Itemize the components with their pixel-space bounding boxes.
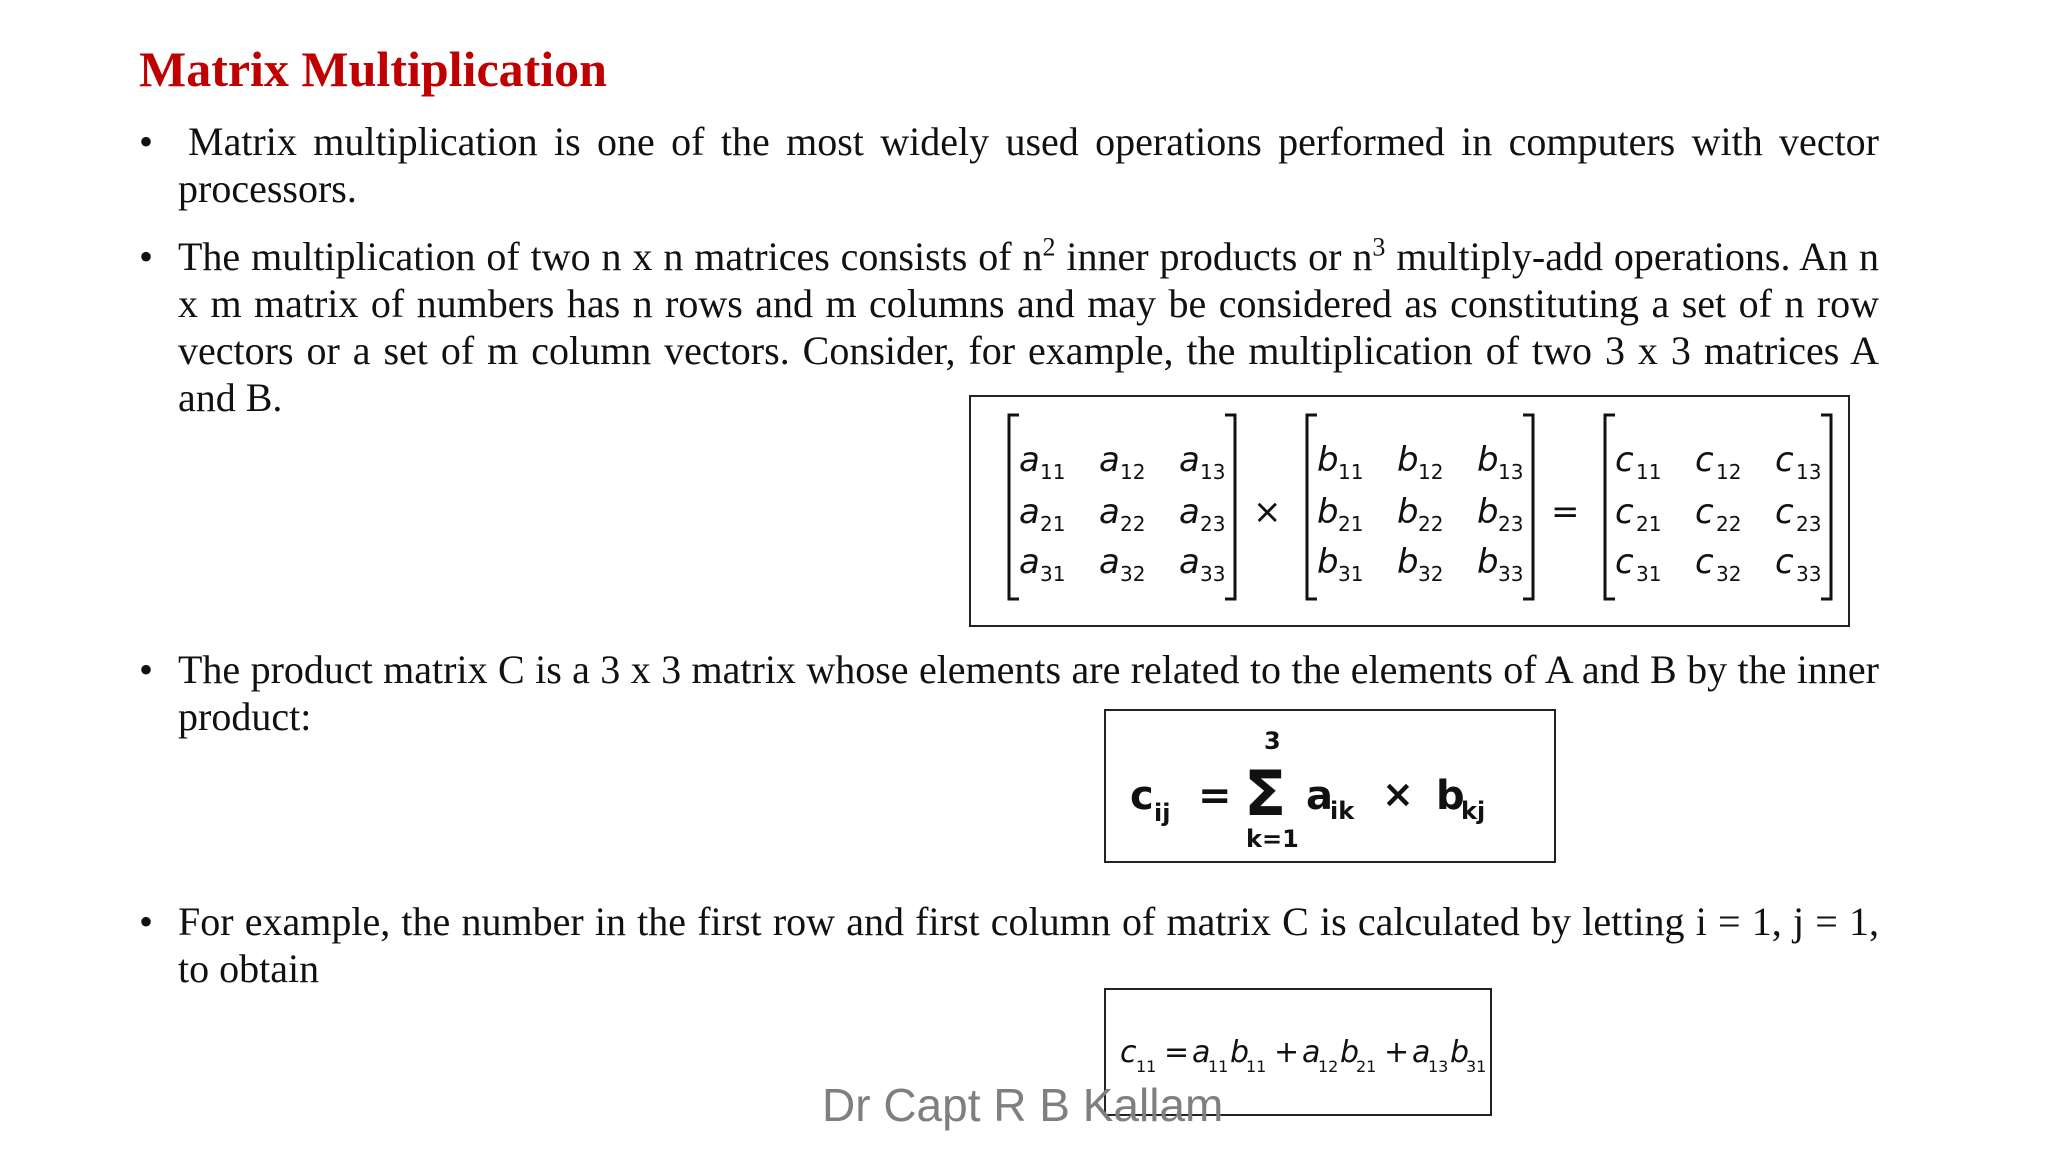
matrix-c-element-subscript: 11: [1636, 460, 1662, 484]
bullet-marker: •: [139, 899, 154, 944]
example-term-a: a: [1302, 1035, 1321, 1070]
matrix-b-element: b: [1317, 492, 1339, 532]
matrix-a-element-subscript: 13: [1200, 460, 1226, 484]
formula-term-b-subscript: kj: [1461, 797, 1486, 825]
matrix-equation-svg: [971, 397, 1848, 625]
bullet-marker: •: [139, 647, 154, 692]
matrix-a-element: a: [1019, 542, 1040, 582]
bullet-1: [139, 118, 1879, 212]
matrix-a-element: a: [1019, 492, 1040, 532]
bullet-4: [139, 898, 1879, 992]
example-term-b-subscript: 11: [1246, 1057, 1267, 1076]
example-lhs-subscript: 11: [1136, 1057, 1157, 1076]
bullet-marker: •: [139, 119, 154, 164]
matrix-c-element: c: [1775, 492, 1794, 532]
example-term-a-subscript: 13: [1428, 1057, 1449, 1076]
example-term-b: b: [1230, 1035, 1250, 1070]
matrix-b-element: b: [1477, 542, 1499, 582]
matrix-a-element: a: [1179, 542, 1200, 582]
matrix-b-right-bracket: [1523, 415, 1533, 599]
matrix-c-element-subscript: 12: [1716, 460, 1742, 484]
matrix-b-element-subscript: 22: [1418, 512, 1444, 536]
matrix-b-element: b: [1397, 492, 1419, 532]
matrix-b-element: b: [1477, 492, 1499, 532]
formula-times: ×: [1382, 772, 1414, 816]
matrix-b-element-subscript: 33: [1498, 562, 1524, 586]
bullet-text: The multiplication of two n x n matrices consists of $n^2$ inner products or $n^3$ multiply-add operations. An n x m matrix of numbers has n rows and m columns and may be considered as constituting a set of n row vectors or a set of m column vectors. Consider, for example, the multiplication of two 3 x 3 matrices A and B.: [178, 232, 1879, 420]
formula-equals: =: [1198, 773, 1232, 819]
sum-lower-limit: k=1: [1246, 825, 1299, 853]
author-watermark: Dr Capt R B Kallam: [822, 1079, 1224, 1131]
matrix-b-element: b: [1477, 440, 1499, 480]
matrix-c-element-subscript: 32: [1716, 562, 1742, 586]
matrix-a-element: a: [1019, 440, 1040, 480]
example-term-a: a: [1412, 1035, 1431, 1070]
matrix-c-element-subscript: 31: [1636, 562, 1662, 586]
matrix-b-element-subscript: 32: [1418, 562, 1444, 586]
matrix-a-element: a: [1099, 440, 1120, 480]
matrix-b-element-subscript: 13: [1498, 460, 1524, 484]
sum-upper-limit: 3: [1264, 727, 1281, 755]
example-plus: +: [1384, 1035, 1410, 1070]
bullet-3: [139, 646, 1879, 740]
bullet-text: For example, the number in the first row and first column of matrix C is calculated by letting i = 1, j = 1, to obtain: [178, 899, 1879, 991]
bullet-text: Matrix multiplication is one of the most widely used operations performed in computers with vector processors.: [178, 119, 1879, 211]
matrix-a-element-subscript: 33: [1200, 562, 1226, 586]
example-lhs: c: [1120, 1035, 1137, 1070]
matrix-a-element-subscript: 31: [1040, 562, 1066, 586]
matrix-b-element-subscript: 12: [1418, 460, 1444, 484]
formula-term-b: b: [1436, 773, 1465, 819]
formula-lhs: c: [1130, 773, 1154, 819]
example-term-a-subscript: 11: [1208, 1057, 1229, 1076]
matrix-equals-sign: =: [1551, 492, 1580, 532]
matrix-a-element-subscript: 12: [1120, 460, 1146, 484]
matrix-a-left-bracket: [1009, 415, 1019, 599]
formula-term-a: a: [1306, 773, 1333, 819]
matrix-b-element: b: [1397, 542, 1419, 582]
sigma-symbol: Σ: [1244, 757, 1287, 830]
matrix-times-sign: ×: [1253, 492, 1282, 532]
example-equals: =: [1164, 1035, 1190, 1070]
bullet-marker: •: [139, 234, 154, 279]
formula-term-a-subscript: ik: [1330, 797, 1355, 825]
matrix-c-element-subscript: 21: [1636, 512, 1662, 536]
bullet-text: The product matrix C is a 3 x 3 matrix whose elements are related to the elements of A and B by the inner product:: [178, 647, 1879, 739]
slide-title: Matrix Multiplication: [139, 41, 607, 97]
example-term-b: b: [1450, 1035, 1470, 1070]
example-term-b-subscript: 31: [1466, 1057, 1487, 1076]
example-term-a: a: [1192, 1035, 1211, 1070]
inner-product-svg: [1106, 711, 1554, 861]
matrix-c-element-subscript: 23: [1796, 512, 1822, 536]
matrix-b-element-subscript: 23: [1498, 512, 1524, 536]
inner-product-formula: [1104, 709, 1556, 863]
example-term-b-subscript: 21: [1356, 1057, 1377, 1076]
matrix-a-element: a: [1179, 492, 1200, 532]
matrix-b-element-subscript: 11: [1338, 460, 1364, 484]
matrix-a-element: a: [1179, 440, 1200, 480]
bullet-2: [139, 233, 1879, 421]
matrix-a-element: a: [1099, 542, 1120, 582]
matrix-c-element: c: [1615, 492, 1634, 532]
matrix-c-element-subscript: 22: [1716, 512, 1742, 536]
matrix-a-element-subscript: 11: [1040, 460, 1066, 484]
matrix-c-left-bracket: [1605, 415, 1615, 599]
formula-lhs-subscript: ij: [1154, 799, 1171, 827]
matrix-b-element: b: [1317, 440, 1339, 480]
matrix-c-element: c: [1775, 542, 1794, 582]
example-term-a-subscript: 12: [1318, 1057, 1339, 1076]
matrix-equation-figure: [969, 395, 1850, 627]
matrix-a-element-subscript: 22: [1120, 512, 1146, 536]
matrix-c-element-subscript: 13: [1796, 460, 1822, 484]
matrix-b-element: b: [1317, 542, 1339, 582]
matrix-a-element-subscript: 32: [1120, 562, 1146, 586]
matrix-c-element: c: [1615, 542, 1634, 582]
matrix-c-element: c: [1695, 492, 1714, 532]
matrix-a-element: a: [1099, 492, 1120, 532]
matrix-b-element-subscript: 31: [1338, 562, 1364, 586]
matrix-c-right-bracket: [1821, 415, 1831, 599]
matrix-b-element: b: [1397, 440, 1419, 480]
matrix-c-element-subscript: 33: [1796, 562, 1822, 586]
matrix-a-element-subscript: 23: [1200, 512, 1226, 536]
matrix-c-element: c: [1695, 440, 1714, 480]
matrix-c-element: c: [1695, 542, 1714, 582]
example-term-b: b: [1340, 1035, 1360, 1070]
matrix-b-left-bracket: [1307, 415, 1317, 599]
matrix-c-element: c: [1775, 440, 1794, 480]
example-plus: +: [1274, 1035, 1300, 1070]
matrix-c-element: c: [1615, 440, 1634, 480]
matrix-a-element-subscript: 21: [1040, 512, 1066, 536]
matrix-a-right-bracket: [1225, 415, 1235, 599]
matrix-b-element-subscript: 21: [1338, 512, 1364, 536]
